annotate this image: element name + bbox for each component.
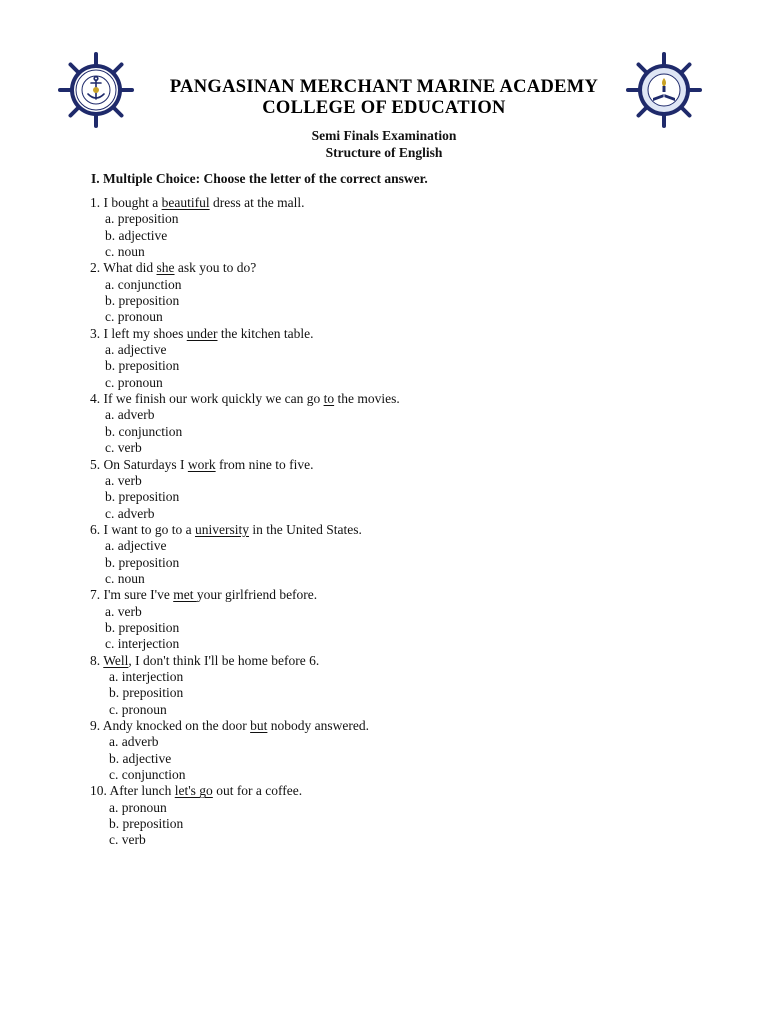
stem-text-before: On Saturdays I [103, 456, 188, 472]
question-item [90, 326, 690, 391]
college-name: COLLEGE OF EDUCATION [262, 98, 506, 118]
stem-text-after: in the United States. [248, 521, 362, 537]
option-c: c. pronoun [105, 374, 163, 390]
stem-text-before: If we finish our work quickly we can go [103, 391, 324, 407]
question-stem [90, 391, 690, 407]
question-stem [90, 457, 690, 473]
underlined-word: Well [103, 652, 129, 668]
question-stem [90, 718, 690, 734]
underlined-word: work [187, 456, 216, 472]
stem-text-before: I'm sure I've [103, 587, 174, 603]
question-stem [90, 653, 690, 669]
question-item [90, 783, 690, 848]
option-c: c. verb [105, 440, 142, 456]
underlined-word: but [250, 718, 268, 733]
underlined-word: under [186, 325, 218, 341]
question-item [90, 522, 690, 587]
stem-text-before: I want to go to a [103, 521, 195, 537]
question-stem [90, 326, 690, 342]
option-b: b. adjective [109, 750, 172, 766]
question-number: 1. [90, 195, 101, 210]
question-number: 10. [90, 783, 107, 799]
stem-text-before: Andy knocked on the door [102, 718, 251, 733]
option-a: a. pronoun [109, 799, 167, 815]
ship-wheel-education-seal-icon [626, 52, 702, 128]
question-stem [90, 587, 690, 603]
stem-text-after: the movies. [334, 391, 400, 407]
question-number: 7. [90, 587, 101, 603]
question-item [90, 457, 690, 522]
option-a: a. preposition [105, 211, 179, 227]
stem-text-before: What did [103, 260, 157, 276]
section-instructions: I. Multiple Choice: Choose the letter of the correct answer. [91, 171, 428, 186]
option-a: a. adjective [105, 342, 167, 358]
option-b: b. adjective [105, 227, 168, 243]
option-b: b. preposition [105, 358, 180, 374]
option-c: c. pronoun [105, 309, 163, 325]
subject-title: Structure of English [325, 145, 443, 160]
question-number: 4. [90, 391, 101, 407]
option-b: b. preposition [109, 685, 184, 701]
stem-text-after: ask you to do? [174, 260, 257, 276]
exam-title: Semi Finals Examination [311, 128, 457, 143]
option-c: c. noun [105, 570, 145, 586]
option-a: a. verb [105, 472, 142, 488]
question-item [90, 260, 690, 325]
question-item [90, 718, 690, 783]
stem-text-after: dress at the mall. [209, 195, 305, 210]
option-a: a. verb [105, 603, 142, 619]
option-c: c. conjunction [109, 767, 186, 783]
school-name: PANGASINAN MERCHANT MARINE ACADEMY [169, 77, 599, 97]
ship-wheel-anchor-seal-icon [58, 52, 134, 128]
option-c: c. noun [105, 244, 145, 260]
question-list [90, 195, 690, 849]
option-b: b. preposition [109, 816, 184, 832]
underlined-word: university [194, 521, 249, 537]
option-a: a. interjection [109, 668, 184, 684]
option-a: a. adverb [105, 407, 155, 423]
option-c: c. verb [109, 832, 146, 848]
option-b: b. preposition [105, 293, 180, 309]
underlined-word: she [156, 260, 175, 276]
question-number: 6. [90, 521, 101, 537]
stem-text-after: the kitchen table. [217, 325, 314, 341]
stem-text-before: I bought a [103, 195, 162, 210]
option-b: b. preposition [105, 489, 180, 505]
stem-text-after: out for a coffee. [212, 783, 303, 799]
question-item [90, 587, 690, 652]
question-item [90, 653, 690, 718]
stem-text-after: , I don't think I'll be home before 6. [128, 652, 320, 668]
option-c: c. adverb [105, 505, 155, 521]
stem-text-after: from nine to five. [215, 456, 314, 472]
question-stem [90, 260, 690, 276]
question-number: 2. [90, 260, 101, 276]
option-a: a. conjunction [105, 276, 182, 292]
option-b: b. preposition [105, 619, 180, 635]
underlined-word: beautiful [161, 195, 210, 210]
question-stem [90, 522, 690, 538]
stem-text-after: nobody answered. [267, 718, 369, 733]
question-stem [90, 195, 690, 211]
underlined-word: met [173, 587, 197, 603]
option-b: b. preposition [105, 554, 180, 570]
question-stem [90, 783, 690, 799]
question-number: 8. [90, 652, 101, 668]
question-number: 3. [90, 325, 101, 341]
underlined-word: let's go [174, 783, 213, 799]
option-c: c. pronoun [109, 701, 167, 717]
option-c: c. interjection [105, 636, 180, 652]
option-b: b. conjunction [105, 423, 183, 439]
question-number: 5. [90, 456, 101, 472]
question-item [90, 391, 690, 456]
stem-text-before: After lunch [109, 783, 175, 799]
option-a: a. adjective [105, 538, 167, 554]
question-item [90, 195, 690, 260]
stem-text-before: I left my shoes [103, 325, 187, 341]
underlined-word: to [323, 391, 335, 407]
question-number: 9. [90, 718, 101, 733]
option-a: a. adverb [109, 734, 159, 750]
stem-text-after: your girlfriend before. [196, 587, 318, 603]
